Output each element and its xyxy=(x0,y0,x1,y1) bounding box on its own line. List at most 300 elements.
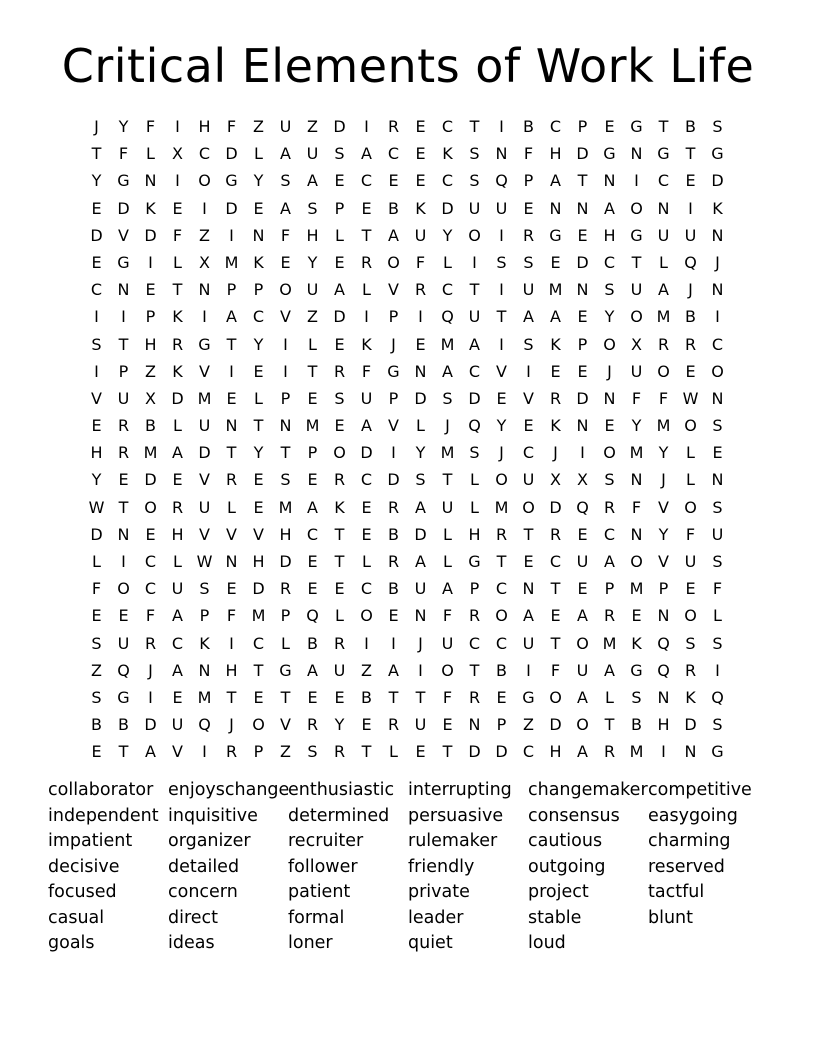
grid-letter[interactable]: E xyxy=(361,715,372,735)
grid-letter[interactable]: V xyxy=(523,388,534,408)
grid-letter[interactable]: S xyxy=(469,171,480,191)
grid-letter[interactable]: O xyxy=(117,579,130,599)
grid-letter[interactable]: I xyxy=(526,361,531,381)
grid-letter[interactable]: D xyxy=(414,388,427,408)
grid-letter[interactable]: S xyxy=(685,633,696,653)
grid-letter[interactable]: A xyxy=(415,552,426,571)
grid-letter[interactable]: O xyxy=(711,361,724,381)
grid-letter[interactable]: E xyxy=(415,334,426,354)
grid-letter[interactable]: X xyxy=(631,334,642,354)
grid-letter[interactable]: U xyxy=(576,660,589,680)
grid-letter[interactable]: R xyxy=(684,660,697,680)
grid-letter[interactable]: E xyxy=(361,524,372,544)
grid-letter[interactable]: I xyxy=(283,334,288,354)
grid-letter[interactable]: D xyxy=(225,144,238,164)
grid-letter[interactable]: N xyxy=(711,280,724,300)
grid-letter[interactable]: E xyxy=(307,470,318,490)
grid-letter[interactable]: B xyxy=(388,524,399,544)
grid-letter[interactable]: L xyxy=(92,552,101,571)
grid-letter[interactable]: A xyxy=(523,307,534,327)
grid-letter[interactable]: J xyxy=(148,660,153,680)
grid-letter[interactable]: J xyxy=(418,633,423,653)
grid-letter[interactable]: O xyxy=(387,252,400,272)
grid-letter[interactable]: I xyxy=(715,660,720,680)
grid-letter[interactable]: R xyxy=(306,715,319,735)
grid-letter[interactable]: C xyxy=(711,334,724,354)
grid-letter[interactable]: J xyxy=(553,443,558,463)
grid-letter[interactable]: E xyxy=(496,388,507,408)
grid-letter[interactable]: I xyxy=(229,633,234,653)
grid-letter[interactable]: E xyxy=(91,252,102,272)
grid-letter[interactable]: Z xyxy=(307,117,318,136)
grid-letter[interactable]: N xyxy=(549,198,562,218)
grid-letter[interactable]: L xyxy=(443,552,452,571)
grid-letter[interactable]: D xyxy=(144,225,157,245)
grid-letter[interactable]: O xyxy=(603,334,616,354)
grid-letter[interactable]: U xyxy=(684,225,697,245)
grid-letter[interactable]: E xyxy=(334,171,345,191)
grid-letter[interactable]: F xyxy=(361,361,372,381)
grid-letter[interactable]: Y xyxy=(658,524,669,544)
grid-letter[interactable]: E xyxy=(415,144,426,164)
grid-letter[interactable]: I xyxy=(364,307,369,327)
grid-letter[interactable]: Q xyxy=(657,660,670,680)
grid-letter[interactable]: D xyxy=(360,443,373,463)
grid-letter[interactable]: C xyxy=(360,579,373,599)
grid-letter[interactable]: G xyxy=(711,742,724,762)
grid-letter[interactable]: E xyxy=(91,416,102,436)
grid-letter[interactable]: E xyxy=(307,388,318,408)
grid-letter[interactable]: F xyxy=(442,687,453,707)
grid-letter[interactable]: M xyxy=(494,497,509,517)
grid-letter[interactable]: R xyxy=(549,524,562,544)
grid-letter[interactable]: V xyxy=(658,497,669,517)
grid-letter[interactable]: U xyxy=(684,552,697,571)
grid-letter[interactable]: N xyxy=(522,579,535,599)
grid-letter[interactable]: I xyxy=(499,117,504,136)
grid-letter[interactable]: B xyxy=(496,660,507,680)
grid-letter[interactable]: C xyxy=(522,742,535,762)
grid-letter[interactable]: T xyxy=(280,443,291,463)
grid-letter[interactable]: N xyxy=(657,687,670,707)
grid-letter[interactable]: M xyxy=(197,687,212,707)
grid-letter[interactable]: H xyxy=(90,443,103,463)
grid-letter[interactable]: W xyxy=(196,552,213,571)
grid-letter[interactable]: A xyxy=(334,280,345,300)
grid-letter[interactable]: V xyxy=(199,361,210,381)
grid-letter[interactable]: L xyxy=(362,280,371,300)
grid-letter[interactable]: F xyxy=(442,606,453,626)
grid-letter[interactable]: Q xyxy=(306,606,319,626)
grid-letter[interactable]: E xyxy=(118,606,129,626)
grid-letter[interactable]: A xyxy=(307,171,318,191)
grid-letter[interactable]: J xyxy=(715,252,720,272)
grid-letter[interactable]: A xyxy=(145,742,156,762)
grid-letter[interactable]: E xyxy=(307,687,318,707)
grid-letter[interactable]: T xyxy=(685,144,696,164)
grid-letter[interactable]: D xyxy=(684,715,697,735)
grid-letter[interactable]: O xyxy=(198,171,211,191)
grid-letter[interactable]: N xyxy=(495,144,508,164)
grid-letter[interactable]: D xyxy=(468,388,481,408)
grid-letter[interactable]: E xyxy=(334,687,345,707)
grid-letter[interactable]: R xyxy=(495,524,508,544)
grid-letter[interactable]: V xyxy=(253,524,264,544)
grid-letter[interactable]: E xyxy=(334,252,345,272)
grid-letter[interactable]: R xyxy=(387,117,400,136)
grid-letter[interactable]: C xyxy=(495,579,508,599)
grid-letter[interactable]: I xyxy=(229,361,234,381)
grid-letter[interactable]: L xyxy=(308,334,317,354)
grid-letter[interactable]: G xyxy=(522,687,535,707)
grid-letter[interactable]: G xyxy=(711,144,724,164)
grid-letter[interactable]: L xyxy=(254,144,263,164)
grid-letter[interactable]: Y xyxy=(91,171,102,191)
grid-letter[interactable]: P xyxy=(199,606,210,626)
grid-letter[interactable]: L xyxy=(173,552,182,571)
grid-letter[interactable]: D xyxy=(576,144,589,164)
grid-letter[interactable]: M xyxy=(278,497,293,517)
grid-letter[interactable]: Q xyxy=(576,497,589,517)
grid-letter[interactable]: U xyxy=(279,117,292,136)
grid-letter[interactable]: U xyxy=(711,524,724,544)
grid-letter[interactable]: R xyxy=(387,715,400,735)
grid-letter[interactable]: Q xyxy=(441,307,454,327)
grid-letter[interactable]: H xyxy=(171,524,184,544)
grid-letter[interactable]: I xyxy=(202,307,207,327)
grid-letter[interactable]: D xyxy=(576,388,589,408)
grid-letter[interactable]: E xyxy=(172,470,183,490)
grid-letter[interactable]: E xyxy=(91,606,102,626)
grid-letter[interactable]: R xyxy=(333,361,346,381)
grid-letter[interactable]: N xyxy=(414,606,427,626)
grid-letter[interactable]: A xyxy=(388,660,399,680)
grid-letter[interactable]: N xyxy=(657,606,670,626)
grid-letter[interactable]: D xyxy=(144,470,157,490)
grid-letter[interactable]: T xyxy=(280,687,291,707)
grid-letter[interactable]: T xyxy=(469,660,480,680)
grid-letter[interactable]: M xyxy=(224,252,239,272)
grid-letter[interactable]: Y xyxy=(631,416,642,436)
grid-letter[interactable]: M xyxy=(656,416,671,436)
grid-letter[interactable]: E xyxy=(226,579,237,599)
grid-letter[interactable]: R xyxy=(225,742,238,762)
grid-letter[interactable]: S xyxy=(334,388,345,408)
grid-letter[interactable]: S xyxy=(91,334,102,354)
grid-letter[interactable]: N xyxy=(576,416,589,436)
grid-letter[interactable]: C xyxy=(549,552,562,571)
grid-letter[interactable]: Z xyxy=(91,660,102,680)
grid-letter[interactable]: P xyxy=(253,742,264,762)
grid-letter[interactable]: T xyxy=(550,633,561,653)
grid-letter[interactable]: N xyxy=(198,660,211,680)
grid-letter[interactable]: Y xyxy=(658,443,669,463)
grid-letter[interactable]: N xyxy=(144,171,157,191)
grid-letter[interactable]: I xyxy=(391,443,396,463)
grid-letter[interactable]: A xyxy=(361,416,372,436)
grid-letter[interactable]: Z xyxy=(145,361,156,381)
grid-letter[interactable]: S xyxy=(712,715,723,735)
grid-letter[interactable]: V xyxy=(496,361,507,381)
grid-letter[interactable]: N xyxy=(414,361,427,381)
grid-letter[interactable]: Q xyxy=(684,252,697,272)
grid-letter[interactable]: U xyxy=(198,416,211,436)
grid-letter[interactable]: N xyxy=(603,388,616,408)
grid-letter[interactable]: H xyxy=(657,715,670,735)
grid-letter[interactable]: P xyxy=(577,334,588,354)
grid-letter[interactable]: O xyxy=(495,470,508,490)
grid-letter[interactable]: Z xyxy=(307,307,318,327)
grid-letter[interactable]: P xyxy=(577,117,588,136)
grid-letter[interactable]: E xyxy=(631,606,642,626)
grid-letter[interactable]: G xyxy=(117,252,130,272)
grid-letter[interactable]: T xyxy=(658,117,669,136)
grid-letter[interactable]: A xyxy=(280,144,291,164)
grid-letter[interactable]: Y xyxy=(253,171,264,191)
grid-letter[interactable]: N xyxy=(684,742,697,762)
grid-letter[interactable]: E xyxy=(415,171,426,191)
grid-letter[interactable]: D xyxy=(225,198,238,218)
grid-letter[interactable]: G xyxy=(279,660,292,680)
grid-letter[interactable]: A xyxy=(172,606,183,626)
grid-letter[interactable]: C xyxy=(360,470,373,490)
grid-letter[interactable]: P xyxy=(604,579,615,599)
grid-letter[interactable]: C xyxy=(144,552,157,571)
grid-letter[interactable]: C xyxy=(360,171,373,191)
grid-letter[interactable]: M xyxy=(251,606,266,626)
grid-letter[interactable]: P xyxy=(145,307,156,327)
grid-letter[interactable]: B xyxy=(118,715,129,735)
grid-letter[interactable]: U xyxy=(360,388,373,408)
grid-letter[interactable]: M xyxy=(629,443,644,463)
grid-letter[interactable]: E xyxy=(685,361,696,381)
grid-letter[interactable]: H xyxy=(198,117,211,136)
grid-letter[interactable]: A xyxy=(442,361,453,381)
grid-letter[interactable]: C xyxy=(144,579,157,599)
grid-letter[interactable]: I xyxy=(661,742,666,762)
grid-letter[interactable]: N xyxy=(252,225,265,245)
grid-letter[interactable]: P xyxy=(280,606,291,626)
grid-letter[interactable]: I xyxy=(148,252,153,272)
grid-letter[interactable]: O xyxy=(630,198,643,218)
grid-letter[interactable]: S xyxy=(469,144,480,164)
grid-letter[interactable]: N xyxy=(711,470,724,490)
grid-letter[interactable]: I xyxy=(94,307,99,327)
grid-letter[interactable]: O xyxy=(333,443,346,463)
grid-letter[interactable]: L xyxy=(659,252,668,272)
grid-letter[interactable]: I xyxy=(202,742,207,762)
grid-letter[interactable]: N xyxy=(225,416,238,436)
grid-letter[interactable]: L xyxy=(389,742,398,762)
grid-letter[interactable]: N xyxy=(711,388,724,408)
grid-letter[interactable]: T xyxy=(334,524,345,544)
grid-letter[interactable]: O xyxy=(576,715,589,735)
grid-letter[interactable]: H xyxy=(225,660,238,680)
grid-letter[interactable]: M xyxy=(548,280,563,300)
grid-letter[interactable]: G xyxy=(630,117,643,136)
grid-letter[interactable]: R xyxy=(225,470,238,490)
grid-letter[interactable]: E xyxy=(577,524,588,544)
grid-letter[interactable]: V xyxy=(226,524,237,544)
grid-letter[interactable]: X xyxy=(550,470,561,490)
grid-letter[interactable]: C xyxy=(522,443,535,463)
grid-letter[interactable]: A xyxy=(172,660,183,680)
grid-letter[interactable]: Y xyxy=(307,252,318,272)
grid-letter[interactable]: C xyxy=(441,280,454,300)
grid-letter[interactable]: C xyxy=(441,117,454,136)
grid-letter[interactable]: P xyxy=(469,579,480,599)
grid-letter[interactable]: T xyxy=(415,687,426,707)
grid-letter[interactable]: Y xyxy=(253,443,264,463)
grid-letter[interactable]: C xyxy=(90,280,103,300)
grid-letter[interactable]: Z xyxy=(199,225,210,245)
grid-letter[interactable]: U xyxy=(522,280,535,300)
grid-letter[interactable]: A xyxy=(577,606,588,626)
grid-letter[interactable]: I xyxy=(121,552,126,571)
grid-letter[interactable]: U xyxy=(630,361,643,381)
grid-letter[interactable]: A xyxy=(415,497,426,517)
grid-letter[interactable]: M xyxy=(440,334,455,354)
grid-letter[interactable]: S xyxy=(91,687,102,707)
grid-letter[interactable]: N xyxy=(603,171,616,191)
grid-letter[interactable]: D xyxy=(549,715,562,735)
grid-letter[interactable]: H xyxy=(144,334,157,354)
grid-letter[interactable]: I xyxy=(526,660,531,680)
grid-letter[interactable]: L xyxy=(416,416,425,436)
grid-letter[interactable]: L xyxy=(227,497,236,517)
grid-letter[interactable]: D xyxy=(144,715,157,735)
grid-letter[interactable]: G xyxy=(549,225,562,245)
grid-letter[interactable]: R xyxy=(468,606,481,626)
grid-letter[interactable]: O xyxy=(468,225,481,245)
grid-letter[interactable]: E xyxy=(253,198,264,218)
grid-letter[interactable]: N xyxy=(630,524,643,544)
grid-letter[interactable]: C xyxy=(441,171,454,191)
grid-letter[interactable]: E xyxy=(523,416,534,436)
grid-letter[interactable]: D xyxy=(441,198,454,218)
grid-letter[interactable]: A xyxy=(172,443,183,463)
grid-letter[interactable]: D xyxy=(117,198,130,218)
grid-letter[interactable]: N xyxy=(468,715,481,735)
grid-letter[interactable]: B xyxy=(523,117,534,136)
grid-letter[interactable]: O xyxy=(441,660,454,680)
grid-letter[interactable]: C xyxy=(549,117,562,136)
grid-letter[interactable]: C xyxy=(603,524,616,544)
grid-letter[interactable]: R xyxy=(414,280,427,300)
grid-letter[interactable]: O xyxy=(684,416,697,436)
grid-letter[interactable]: D xyxy=(333,307,346,327)
grid-letter[interactable]: E xyxy=(226,388,237,408)
grid-letter[interactable]: O xyxy=(603,443,616,463)
grid-letter[interactable]: T xyxy=(307,361,318,381)
grid-letter[interactable]: D xyxy=(495,742,508,762)
grid-letter[interactable]: M xyxy=(629,579,644,599)
grid-letter[interactable]: E xyxy=(253,687,264,707)
grid-letter[interactable]: T xyxy=(226,687,237,707)
grid-letter[interactable]: K xyxy=(334,497,345,517)
grid-letter[interactable]: P xyxy=(334,198,345,218)
grid-letter[interactable]: E xyxy=(388,606,399,626)
grid-letter[interactable]: E xyxy=(91,742,102,762)
grid-letter[interactable]: I xyxy=(472,252,477,272)
grid-letter[interactable]: F xyxy=(658,388,669,408)
grid-letter[interactable]: H xyxy=(252,552,265,571)
grid-letter[interactable]: K xyxy=(550,416,561,436)
grid-letter[interactable]: S xyxy=(712,633,723,653)
grid-letter[interactable]: G xyxy=(630,660,643,680)
grid-letter[interactable]: F xyxy=(172,225,183,245)
grid-letter[interactable]: Z xyxy=(280,742,291,762)
grid-letter[interactable]: D xyxy=(468,742,481,762)
grid-letter[interactable]: E xyxy=(685,171,696,191)
grid-letter[interactable]: Y xyxy=(91,470,102,490)
grid-letter[interactable]: S xyxy=(280,470,291,490)
grid-letter[interactable]: I xyxy=(715,307,720,327)
grid-letter[interactable]: E xyxy=(415,117,426,136)
grid-letter[interactable]: A xyxy=(604,660,615,680)
grid-letter[interactable]: Q xyxy=(468,416,481,436)
grid-letter[interactable]: U xyxy=(198,497,211,517)
grid-letter[interactable]: R xyxy=(468,687,481,707)
grid-letter[interactable]: S xyxy=(712,117,723,136)
grid-letter[interactable]: E xyxy=(577,579,588,599)
grid-letter[interactable]: E xyxy=(334,579,345,599)
grid-letter[interactable]: D xyxy=(252,579,265,599)
grid-letter[interactable]: L xyxy=(686,443,695,463)
grid-letter[interactable]: S xyxy=(631,687,642,707)
grid-letter[interactable]: J xyxy=(661,470,666,490)
grid-letter[interactable]: A xyxy=(469,334,480,354)
grid-letter[interactable]: H xyxy=(549,144,562,164)
grid-letter[interactable]: P xyxy=(253,280,264,300)
grid-letter[interactable]: F xyxy=(145,606,156,626)
grid-letter[interactable]: G xyxy=(117,171,130,191)
grid-letter[interactable]: V xyxy=(199,524,210,544)
grid-letter[interactable]: F xyxy=(145,117,156,136)
grid-letter[interactable]: S xyxy=(523,252,534,272)
grid-letter[interactable]: R xyxy=(117,443,130,463)
grid-letter[interactable]: A xyxy=(307,497,318,517)
grid-letter[interactable]: G xyxy=(225,171,238,191)
grid-letter[interactable]: Q xyxy=(495,171,508,191)
grid-letter[interactable]: X xyxy=(577,470,588,490)
grid-letter[interactable]: C xyxy=(252,307,265,327)
grid-letter[interactable]: T xyxy=(226,443,237,463)
grid-letter[interactable]: I xyxy=(580,443,585,463)
grid-letter[interactable]: N xyxy=(225,552,238,571)
grid-letter[interactable]: D xyxy=(711,171,724,191)
grid-letter[interactable]: B xyxy=(361,687,372,707)
grid-letter[interactable]: C xyxy=(171,633,184,653)
grid-letter[interactable]: D xyxy=(576,252,589,272)
grid-letter[interactable]: E xyxy=(145,524,156,544)
grid-letter[interactable]: K xyxy=(253,252,264,272)
grid-letter[interactable]: A xyxy=(604,198,615,218)
grid-letter[interactable]: Y xyxy=(415,443,426,463)
grid-letter[interactable]: F xyxy=(91,579,102,599)
grid-letter[interactable]: D xyxy=(387,470,400,490)
grid-letter[interactable]: Q xyxy=(117,660,130,680)
grid-letter[interactable]: U xyxy=(630,280,643,300)
grid-letter[interactable]: K xyxy=(631,633,642,653)
grid-letter[interactable]: K xyxy=(172,361,183,381)
grid-letter[interactable]: N xyxy=(657,198,670,218)
grid-letter[interactable]: V xyxy=(172,742,183,762)
grid-letter[interactable]: S xyxy=(334,144,345,164)
grid-letter[interactable]: R xyxy=(549,388,562,408)
grid-letter[interactable]: C xyxy=(198,144,211,164)
grid-letter[interactable]: F xyxy=(523,144,534,164)
